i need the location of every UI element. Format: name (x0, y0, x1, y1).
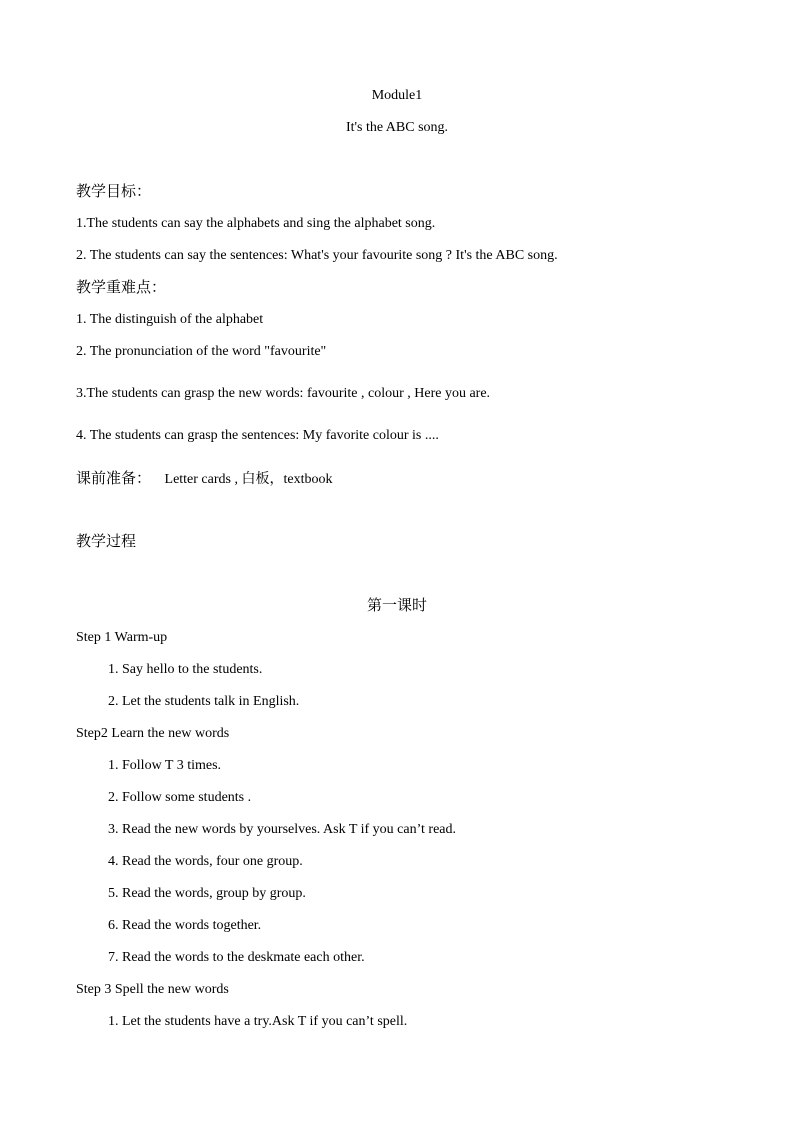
step-item: 7. Read the words to the deskmate each other. (108, 950, 365, 965)
step-title: Step 1 Warm-up (76, 630, 168, 645)
step-item: 1. Follow T 3 times. (108, 758, 222, 773)
preparation-content: Letter cards , 白板，textbook (164, 472, 333, 487)
step-item: 1. Say hello to the students. (108, 662, 263, 677)
document-subtitle: It's the ABC song. (345, 120, 449, 135)
key-point-item: 2. The pronunciation of the word "favourite" (76, 344, 327, 359)
step-item: 3. Read the new words by yourselves. Ask T if you can’t read. (108, 822, 456, 837)
objectives-heading: 教学目标： (76, 182, 152, 200)
step-item: 4. Read the words, four one group. (108, 854, 303, 869)
key-point-item: 3.The students can grasp the new words: favourite , colour , Here you are. (76, 386, 491, 401)
lesson-title: 第一课时 (366, 596, 427, 614)
step-title: Step 3 Spell the new words (76, 982, 229, 997)
step-title: Step2 Learn the new words (76, 726, 230, 741)
preparation-label: 课前准备： (76, 469, 152, 487)
step-item: 1. Let the students have a try.Ask T if you can’t spell. (108, 1014, 408, 1029)
step-item: 5. Read the words, group by group. (108, 886, 306, 901)
process-heading: 教学过程 (76, 532, 137, 550)
step-item: 6. Read the words together. (108, 918, 262, 933)
step-item: 2. Follow some students . (108, 790, 252, 805)
objective-item: 2. The students can say the sentences: What's your favourite song ? It's the ABC song. (76, 248, 558, 263)
objective-item: 1.The students can say the alphabets and sing the alphabet song. (76, 216, 436, 231)
module-title: Module1 (371, 88, 423, 103)
preparation-line (76, 469, 332, 489)
step-item: 2. Let the students talk in English. (108, 694, 300, 709)
key-point-item: 4. The students can grasp the sentences: My favorite colour is .... (76, 428, 439, 443)
key-points-heading: 教学重难点： (76, 278, 167, 296)
key-point-item: 1. The distinguish of the alphabet (76, 312, 264, 327)
